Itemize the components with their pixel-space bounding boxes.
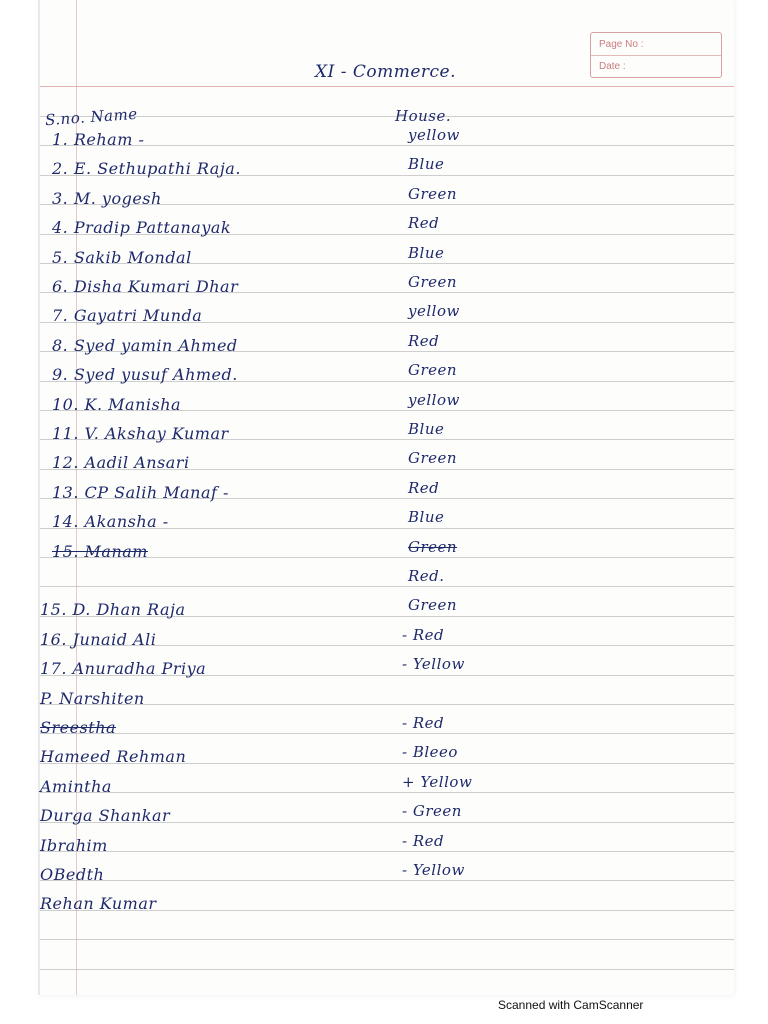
house-color: Red — [408, 479, 440, 497]
student-name: 17. Anuradha Priya — [40, 659, 207, 678]
student-name: 4. Pradip Pattanayak — [52, 218, 232, 237]
student-name: Durga Shankar — [40, 806, 171, 825]
student-name: OBedth — [40, 865, 105, 884]
student-name: 5. Sakib Mondal — [52, 248, 192, 267]
page-title: XI - Commerce. — [315, 62, 457, 82]
ruled-line — [40, 851, 734, 852]
house-color: - Bleeo — [402, 743, 458, 761]
house-color: + Yellow — [402, 773, 473, 791]
student-name: 11. V. Akshay Kumar — [52, 424, 229, 443]
ruled-line — [40, 733, 734, 734]
student-name: 7. Gayatri Munda — [52, 306, 203, 325]
house-color: Green — [408, 361, 458, 379]
house-color: - Yellow — [402, 655, 465, 673]
house-color: Green — [408, 538, 458, 556]
notebook-page — [40, 0, 734, 995]
student-name: 6. Disha Kumari Dhar — [52, 277, 239, 296]
house-color: Red — [408, 214, 440, 232]
house-color: yellow — [408, 302, 460, 320]
page-number-box — [590, 32, 722, 78]
student-name: 9. Syed yusuf Ahmed. — [52, 365, 238, 384]
student-name: 15. Manam — [52, 542, 148, 561]
house-color: Blue — [408, 244, 445, 262]
ruled-line — [40, 792, 734, 793]
house-color: - Red — [402, 626, 445, 644]
student-name: Sreestha — [40, 718, 117, 737]
house-color: Green — [408, 185, 458, 203]
column-header-name: S.no. Name — [44, 104, 139, 130]
ruled-line — [40, 86, 734, 87]
student-name: 8. Syed yamin Ahmed — [52, 336, 238, 355]
student-name: Ibrahim — [40, 836, 108, 855]
student-name: P. Narshiten — [40, 689, 145, 708]
student-name: Amintha — [40, 777, 112, 796]
student-name: 12. Aadil Ansari — [52, 453, 190, 472]
ruled-line — [40, 880, 734, 881]
ruled-line — [40, 586, 734, 587]
house-color: Green — [408, 596, 458, 614]
student-name: 13. CP Salih Manaf - — [52, 483, 229, 502]
house-color: - Red — [402, 714, 445, 732]
house-color: Blue — [408, 420, 445, 438]
house-color: - Green — [402, 802, 462, 820]
column-header-house: House. — [395, 107, 452, 125]
house-color: Blue — [408, 508, 445, 526]
house-color: yellow — [408, 126, 460, 144]
house-color: - Yellow — [402, 861, 465, 879]
ruled-line — [40, 939, 734, 940]
page-no-label: Page No : — [599, 39, 644, 50]
student-name: 1. Reham - — [52, 130, 145, 149]
student-name: Rehan Kumar — [40, 894, 157, 913]
house-color: Green — [408, 449, 458, 467]
student-name: 15. D. Dhan Raja — [40, 600, 186, 619]
student-name: 2. E. Sethupathi Raja. — [52, 159, 241, 178]
ruled-line — [40, 969, 734, 970]
student-name: 10. K. Manisha — [52, 395, 182, 414]
house-color: - Red — [402, 832, 445, 850]
scanner-watermark: Scanned with CamScanner — [498, 998, 644, 1012]
student-name: 14. Akansha - — [52, 512, 169, 531]
student-name: 16. Junaid Ali — [40, 630, 157, 649]
house-color: Blue — [408, 155, 445, 173]
house-color: yellow — [408, 391, 460, 409]
ruled-line — [40, 116, 734, 117]
house-color: Red — [408, 332, 440, 350]
student-name: Hameed Rehman — [40, 747, 187, 766]
house-color: Green — [408, 273, 458, 291]
student-name: 3. M. yogesh — [52, 189, 162, 208]
page-box-divider — [591, 55, 721, 56]
house-color: Red. — [408, 567, 445, 585]
date-label: Date : — [599, 61, 626, 72]
